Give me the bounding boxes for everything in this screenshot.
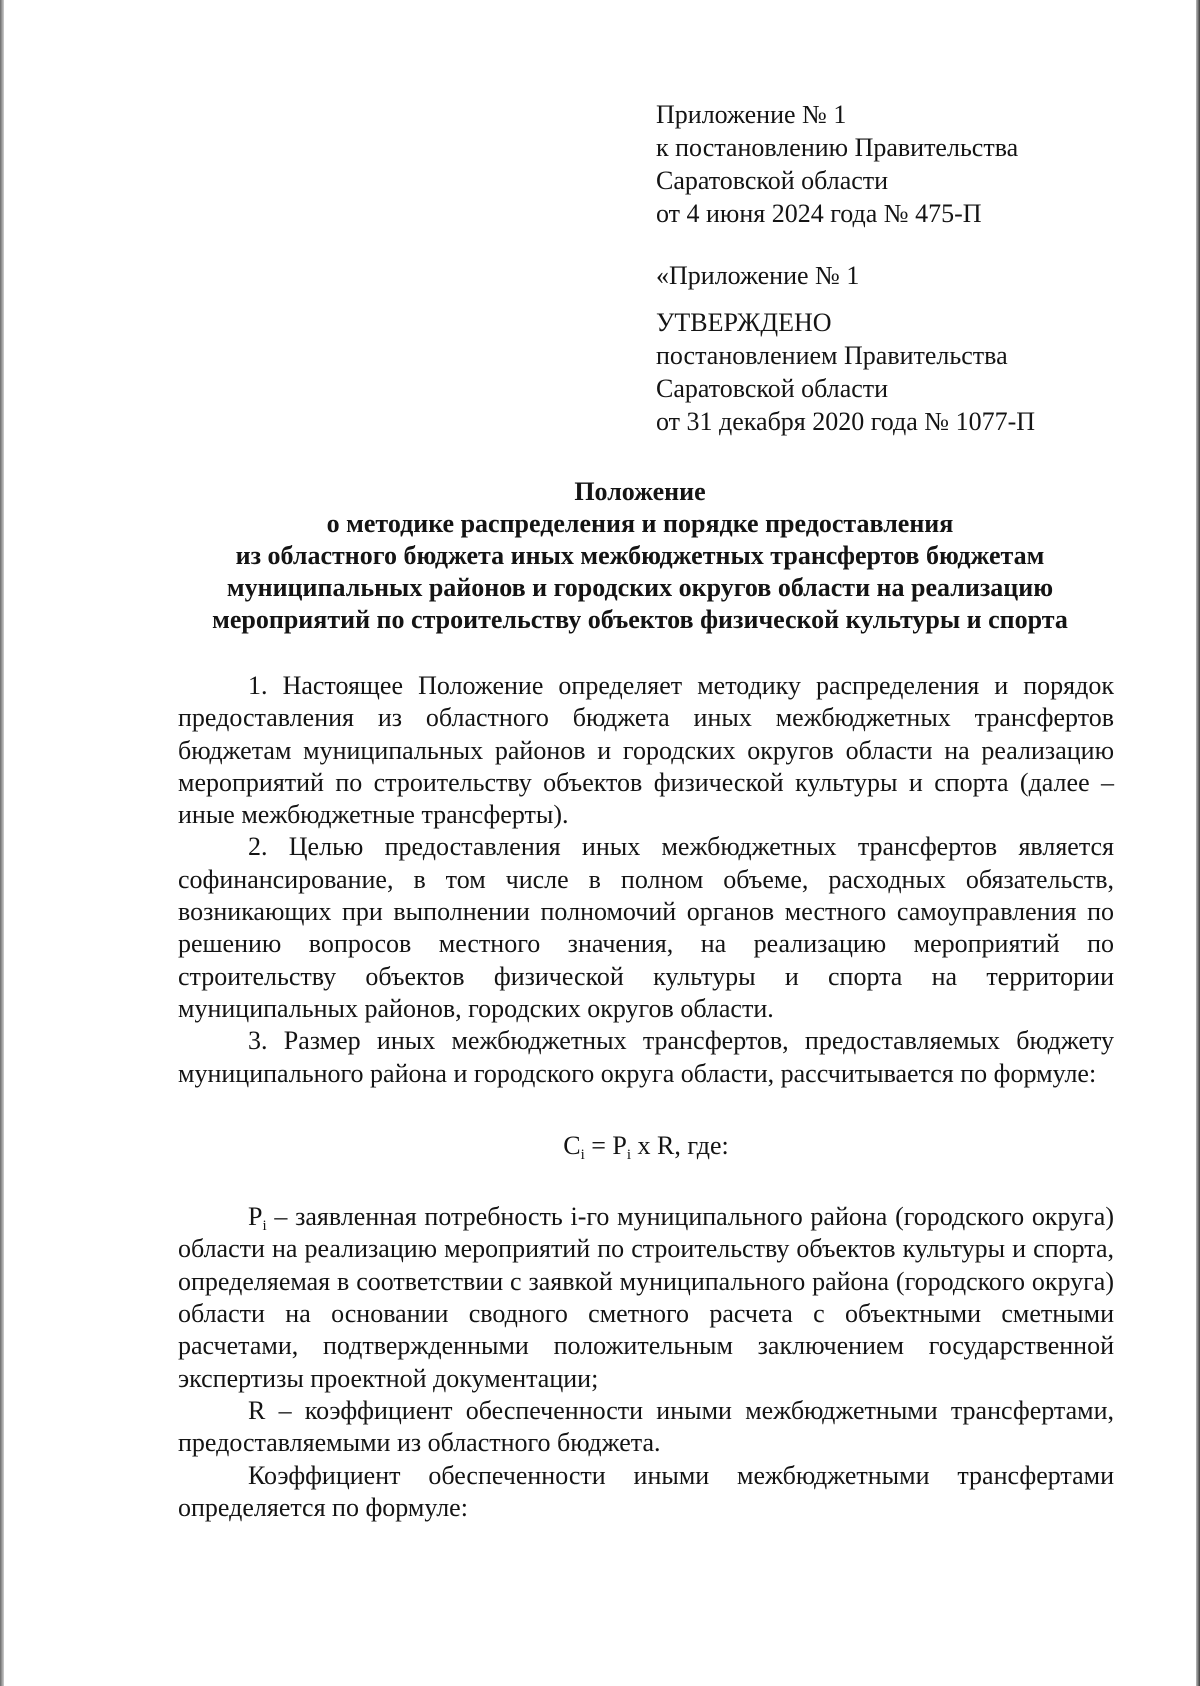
region-name: Саратовской области [656,166,889,195]
formula-ci [178,1130,1114,1162]
title-line-3: из областного бюджета иных межбюджетных трансфертов бюджетам [235,541,1045,570]
paragraph-2: 2. Целью предоставления иных межбюджетных трансфертов является софинансирование, в том числе в полном объеме, расходных обязательств, возникающих при выполнении полномочий органов местного самоуправления по решению вопросов местного значения, на реализацию мероприятий по строительству объектов физической культуры и спорта на территории муниципальных районов, городских округов области. [178,832,1114,1023]
document-body [178,670,1114,1524]
approved-label: УТВЕРЖДЕНО [656,308,832,337]
title-line-1: Положение [574,477,706,506]
pi-symbol: P [248,1202,263,1232]
resolution-reference: к постановлению Правительства [656,133,1019,162]
approved-date-number: от 31 декабря 2020 года № 1077-П [656,407,1036,436]
pi-subscript: i [262,1218,267,1235]
appendix-label: Приложение № 1 [656,100,847,129]
formula-p-subscript: i [626,1146,632,1163]
formula-c: C [563,1130,581,1160]
formula-rest: x R, где: [631,1130,729,1160]
approved-by: постановлением Правительства [656,341,1008,370]
appendix-header [656,98,1156,438]
formula-c-subscript: i [580,1146,585,1163]
paragraph-r-definition: R – коэффициент обеспеченности иными межбюджетными трансфертами, предоставляемыми из областного бюджета. [178,1395,1114,1458]
title-line-5: мероприятий по строительству объектов физической культуры и спорта [212,605,1068,634]
scan-edge-left [0,0,4,1686]
title-line-2: о методике распределения и порядке предоставления [326,509,954,538]
approved-region: Саратовской области [656,374,889,403]
title-line-4: муниципальных районов и городских округов области на реализацию [226,573,1054,602]
scan-edge-right [1196,0,1200,1686]
quoted-appendix-label: «Приложение № 1 [656,261,860,290]
resolution-date-number: от 4 июня 2024 года № 475-П [656,199,982,228]
formula-equals-p: = P [584,1130,627,1160]
document-title [150,476,1130,636]
paragraph-3: 3. Размер иных межбюджетных трансфертов, предоставляемых бюджету муниципального района и городского округа области, рассчитывается по формуле: [178,1026,1114,1088]
paragraph-pi-definition [178,1201,1114,1395]
paragraph-1: 1. Настоящее Положение определяет методику распределения и порядок предоставления из областного бюджета иных межбюджетных трансфертов бюджетам муниципальных районов и городских округов области на реализацию мероприятий по строительству объектов физической культуры и спорта (далее – иные межбюджетные трансферты). [178,671,1114,830]
pi-definition-text: – заявленная потребность i-го муниципального района (городского округа) области на реализацию мероприятий по строительству объектов культуры и спорта, определяемая в соответствии с заявкой муниципального района (городского округа) области на основании сводного сметного расчета с объектными сметными расчетами, подтвержденными положительным заключением государственной экспертизы проектной документации; [178,1202,1114,1393]
paragraph-coefficient: Коэффициент обеспеченности иными межбюджетными трансфертами определяется по формуле: [178,1460,1114,1522]
